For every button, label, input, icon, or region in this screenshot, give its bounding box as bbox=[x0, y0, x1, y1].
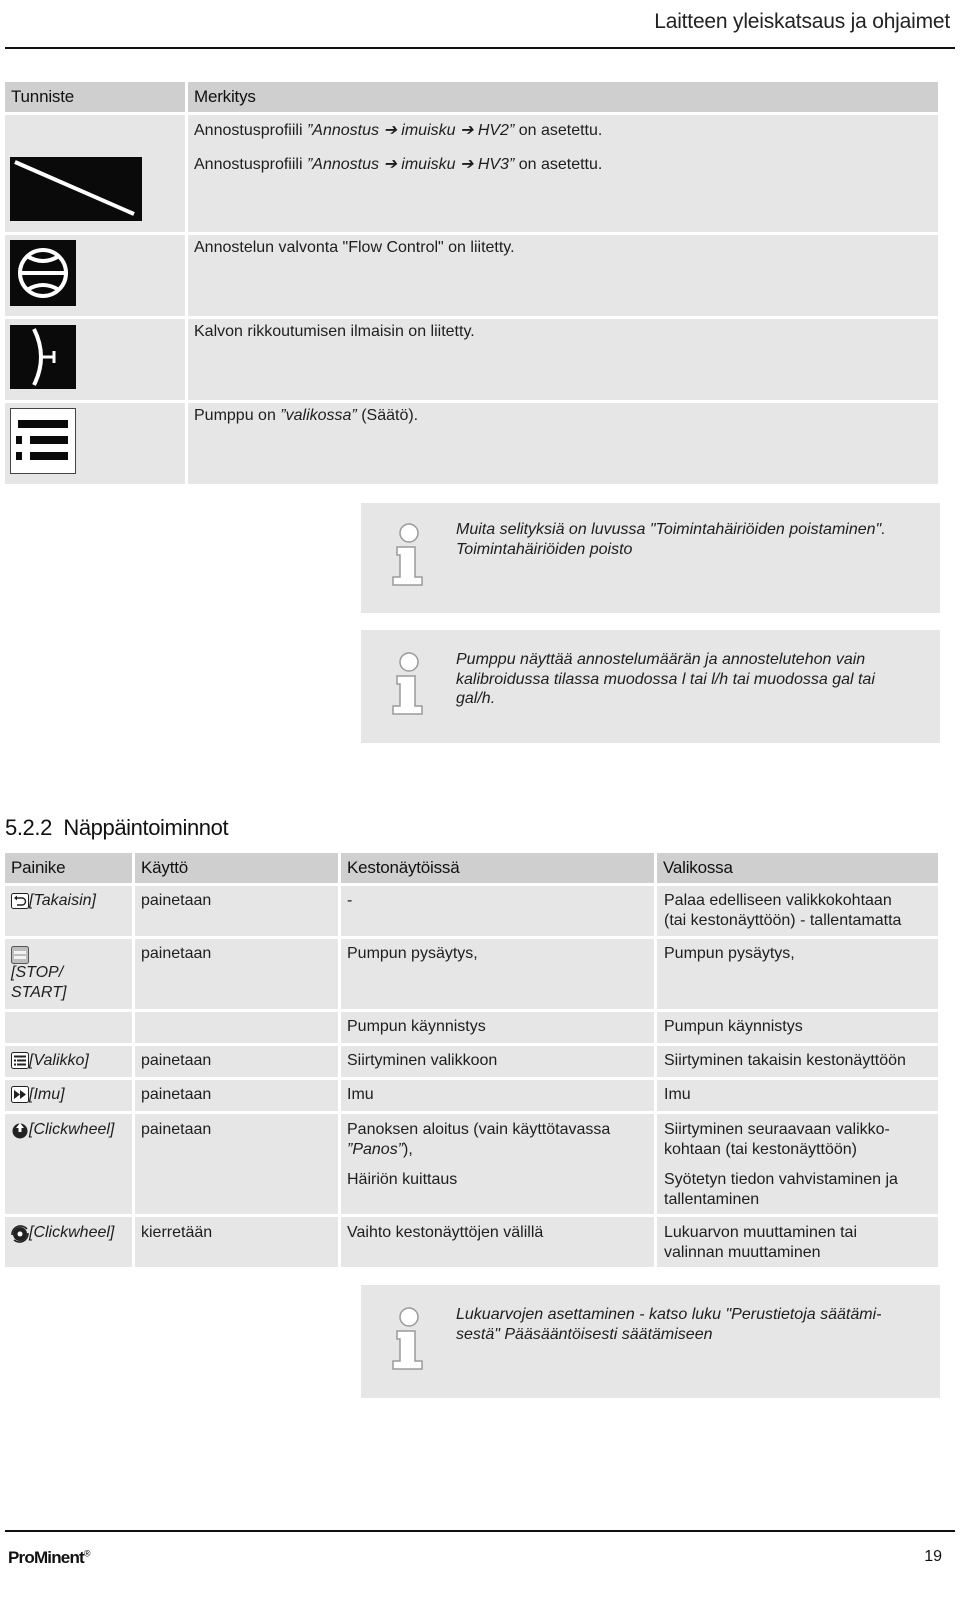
text-segment: on asetettu. bbox=[514, 122, 603, 139]
clickwheel-press-icon bbox=[11, 1121, 29, 1139]
keys-table-header-continuous bbox=[341, 853, 654, 883]
keys-cell bbox=[341, 1080, 654, 1111]
text-segment: ”Annostus ➔ imuisku ➔ HV3” bbox=[306, 156, 515, 173]
text-segment: ”Panos” bbox=[347, 1141, 404, 1158]
key-menu: Imu bbox=[664, 1086, 691, 1103]
text-line: Palaa edelliseen valikkokohtaan bbox=[664, 892, 892, 909]
brand-logo-text: ProMinent bbox=[8, 1548, 84, 1567]
header-text: Kestonäytöissä bbox=[347, 858, 460, 877]
symbols-row-icon-cell bbox=[5, 235, 185, 316]
header-text: Merkitys bbox=[194, 87, 256, 106]
text-segment: (Säätö). bbox=[356, 407, 419, 424]
symbols-row-text bbox=[194, 322, 475, 342]
info-line: Toimintahäiriöiden poisto bbox=[456, 540, 633, 558]
key-name: [Valikko] bbox=[29, 1052, 89, 1069]
key-menu bbox=[664, 1120, 898, 1210]
back-key-icon bbox=[11, 893, 29, 909]
footer-rule bbox=[5, 1530, 955, 1532]
info-line: sestä" Pääsääntöisesti säätämiseen bbox=[456, 1325, 713, 1343]
header-text: Painike bbox=[11, 858, 66, 877]
registered-mark: ® bbox=[83, 1548, 90, 1559]
symbols-row-icon-cell bbox=[5, 403, 185, 484]
key-use: painetaan bbox=[141, 892, 212, 909]
header-text: Valikossa bbox=[663, 858, 733, 877]
header-rule bbox=[5, 47, 955, 49]
text-line: kohtaan (tai kestonäyttöön) bbox=[664, 1141, 858, 1158]
text-segment: Kalvon rikkoutumisen ilmaisin on liitetty. bbox=[194, 323, 475, 340]
key-use: kierretään bbox=[141, 1224, 213, 1241]
key-menu bbox=[664, 1223, 857, 1263]
keys-cell bbox=[135, 1012, 338, 1043]
hv-diagonal-icon bbox=[10, 157, 142, 221]
keys-table-header-key bbox=[5, 853, 132, 883]
keys-cell bbox=[341, 886, 654, 936]
key-use: painetaan bbox=[141, 1086, 212, 1103]
info-box bbox=[361, 630, 940, 743]
key-name: [Clickwheel] bbox=[29, 1224, 115, 1241]
text-segment: Annostusprofiili bbox=[194, 122, 307, 139]
text-segment: ), bbox=[403, 1141, 413, 1158]
info-box bbox=[361, 1285, 940, 1398]
section-title: 5.2.2 Näppäintoiminnot bbox=[5, 815, 229, 840]
menu-key-icon bbox=[11, 1052, 29, 1069]
info-text bbox=[456, 650, 875, 709]
text-line bbox=[347, 1170, 610, 1190]
text-line bbox=[347, 1160, 610, 1170]
symbols-row-icon-cell bbox=[5, 319, 185, 400]
diaphragm-rupture-icon bbox=[10, 325, 76, 389]
info-text bbox=[456, 520, 886, 559]
symbols-row-text bbox=[194, 406, 418, 426]
symbols-table-header-id bbox=[5, 82, 185, 112]
key-continuous bbox=[347, 1120, 610, 1190]
text-line bbox=[347, 1120, 610, 1140]
key-use: painetaan bbox=[141, 1052, 212, 1069]
text-line: Lukuarvon muuttaminen tai bbox=[664, 1224, 857, 1241]
text-segment: Panoksen aloitus (vain käyttötavassa bbox=[347, 1121, 611, 1138]
prime-key-icon bbox=[11, 1086, 29, 1103]
key-menu: Pumpun pysäytys, bbox=[664, 945, 795, 962]
brand-logo bbox=[8, 1548, 90, 1568]
text-line: tallentaminen bbox=[664, 1191, 760, 1208]
flow-control-icon bbox=[10, 240, 76, 306]
key-name: [Clickwheel] bbox=[29, 1121, 115, 1138]
keys-cell bbox=[5, 1012, 132, 1043]
symbols-row-icon-cell bbox=[5, 115, 185, 150]
info-text bbox=[456, 1305, 881, 1344]
text-segment: Pumppu on bbox=[194, 407, 281, 424]
symbols-row-icon-cell bbox=[5, 150, 185, 232]
text-segment: Häiriön kuittaus bbox=[347, 1171, 458, 1188]
info-line: kalibroidussa tilassa muodossa l tai l/h tai muodossa gal tai bbox=[456, 670, 875, 688]
key-continuous: Vaihto kestonäyttöjen välillä bbox=[347, 1224, 544, 1241]
key-continuous: Imu bbox=[347, 1086, 374, 1103]
key-use: painetaan bbox=[141, 1121, 212, 1138]
text-segment: on asetettu. bbox=[514, 156, 603, 173]
text-line bbox=[347, 1140, 610, 1160]
menu-icon bbox=[10, 408, 76, 474]
text-segment: Annostusprofiili bbox=[194, 156, 307, 173]
key-continuous: Pumpun pysäytys, bbox=[347, 945, 478, 962]
header-text: Käyttö bbox=[141, 858, 188, 877]
text-line bbox=[664, 1160, 898, 1170]
symbols-row-text bbox=[194, 121, 602, 141]
symbols-table-header-meaning bbox=[188, 82, 938, 112]
info-line: gal/h. bbox=[456, 690, 496, 707]
info-line: Pumppu näyttää annostelumäärän ja annostelutehon vain bbox=[456, 651, 866, 668]
key-menu bbox=[664, 891, 901, 931]
stop-start-key-icon bbox=[11, 946, 29, 964]
key-continuous: Pumpun käynnistys bbox=[347, 1018, 486, 1035]
symbols-row-text bbox=[194, 155, 602, 175]
key-use: painetaan bbox=[141, 945, 212, 962]
key-continuous: - bbox=[347, 892, 353, 909]
info-box bbox=[361, 503, 940, 613]
text-line: Syötetyn tiedon vahvistaminen ja bbox=[664, 1171, 898, 1188]
header-text: Tunniste bbox=[11, 87, 74, 106]
keys-table-header-use bbox=[135, 853, 338, 883]
page-number: 19 bbox=[924, 1548, 942, 1565]
key-name: [Imu] bbox=[29, 1086, 65, 1103]
text-line: (tai kestonäyttöön) - tallentamatta bbox=[664, 912, 902, 929]
text-segment: ”Annostus ➔ imuisku ➔ HV2” bbox=[306, 122, 515, 139]
running-header: Laitteen yleiskatsaus ja ohjaimet bbox=[654, 10, 950, 33]
info-icon bbox=[389, 521, 429, 587]
keys-cell bbox=[657, 1080, 938, 1111]
key-name: [STOP/ START] bbox=[11, 964, 67, 1001]
clickwheel-turn-icon bbox=[10, 1224, 30, 1244]
info-icon bbox=[389, 1305, 429, 1371]
keys-table-header-menu bbox=[657, 853, 938, 883]
key-menu: Pumpun käynnistys bbox=[664, 1018, 803, 1035]
key-name: [Takaisin] bbox=[29, 892, 96, 909]
text-line: valinnan muuttaminen bbox=[664, 1244, 821, 1261]
symbols-row-text bbox=[194, 238, 515, 258]
key-continuous: Siirtyminen valikkoon bbox=[347, 1052, 498, 1069]
text-segment: Annostelun valvonta "Flow Control" on liitetty. bbox=[194, 239, 515, 256]
text-line: Siirtyminen seuraavaan valikko- bbox=[664, 1121, 890, 1138]
text-segment: ”valikossa” bbox=[280, 407, 357, 424]
key-menu: Siirtyminen takaisin kestonäyttöön bbox=[664, 1052, 906, 1069]
info-line: Lukuarvojen asettaminen - katso luku "Perustietoja säätämi- bbox=[456, 1306, 882, 1323]
info-line: Muita selityksiä on luvussa "Toimintahäiriöiden poistaminen". bbox=[456, 521, 886, 538]
info-icon bbox=[389, 650, 429, 716]
